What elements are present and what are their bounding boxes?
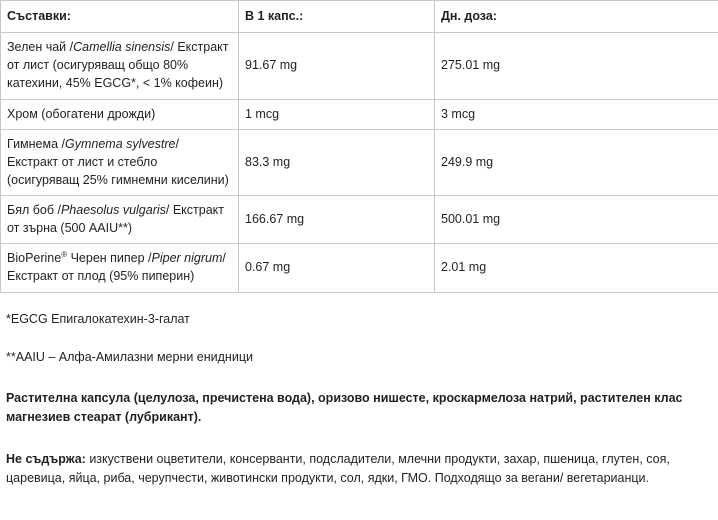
ingredient-per-capsule: 0.67 mg (239, 244, 435, 292)
ingredient-daily-dose: 249.9 mg (435, 129, 718, 195)
free-from-text: изкуствени оцветители, консерванти, подсладители, млечни продукти, захар, пшеница, глутен, соя, царевица, яйца, риба, черупчести, животински продукти, сол, ядки, ГМО. Подходящо за вегани/ вегетарианци. (6, 451, 670, 486)
ingredient-daily-dose: 500.01 mg (435, 196, 718, 244)
footnote-egcg: *EGCG Епигалокатехин-3-галат (6, 311, 190, 326)
free-from-label: Не съдържа: (6, 451, 86, 466)
ingredient-per-capsule: 166.67 mg (239, 196, 435, 244)
free-from-paragraph (6, 450, 718, 489)
table-row (1, 196, 718, 244)
capsule-composition-paragraph: Растителна капсула (целулоза, пречистена вода), оризово нишесте, кроскармелоза натрий, растителен клас магнезиев стеарат (лубрикант). (6, 391, 683, 425)
ingredient-name: Зелен чай /Camellia sinensis/ Екстракт от лист (осигуряващ общо 80% катехини, 45% EGCG*, < 1% кофеин) (1, 33, 239, 99)
column-header-ingredients: Съставки: (1, 1, 239, 33)
ingredient-per-capsule: 91.67 mg (239, 33, 435, 99)
ingredient-daily-dose: 275.01 mg (435, 33, 718, 99)
ingredient-name: Хром (обогатени дрожди) (1, 99, 239, 129)
table-row (1, 129, 718, 195)
ingredient-name: BioPerine® Черен пипер /Piper nigrum/ Екстракт от плод (95% пиперин) (1, 244, 239, 292)
ingredient-daily-dose: 3 mcg (435, 99, 718, 129)
column-header-per-capsule: В 1 капс.: (239, 1, 435, 33)
table-header-row (1, 1, 718, 33)
ingredient-per-capsule: 83.3 mg (239, 129, 435, 195)
ingredient-name: Гимнема /Gymnema sylvestre/ Екстракт от лист и стебло (осигуряващ 25% гимнемни киселини) (1, 129, 239, 195)
column-header-daily-dose: Дн. доза: (435, 1, 718, 33)
table-row (1, 99, 718, 129)
footnote-aaiu: **AAIU – Алфа-Амилазни мерни енидници (6, 350, 253, 365)
ingredient-daily-dose: 2.01 mg (435, 244, 718, 292)
notes-section (0, 310, 718, 489)
ingredient-per-capsule: 1 mcg (239, 99, 435, 129)
table-row (1, 33, 718, 99)
ingredient-name: Бял боб /Phaesolus vulgaris/ Екстракт от зърна (500 AAIU**) (1, 196, 239, 244)
table-body (1, 33, 718, 292)
table-row (1, 244, 718, 292)
